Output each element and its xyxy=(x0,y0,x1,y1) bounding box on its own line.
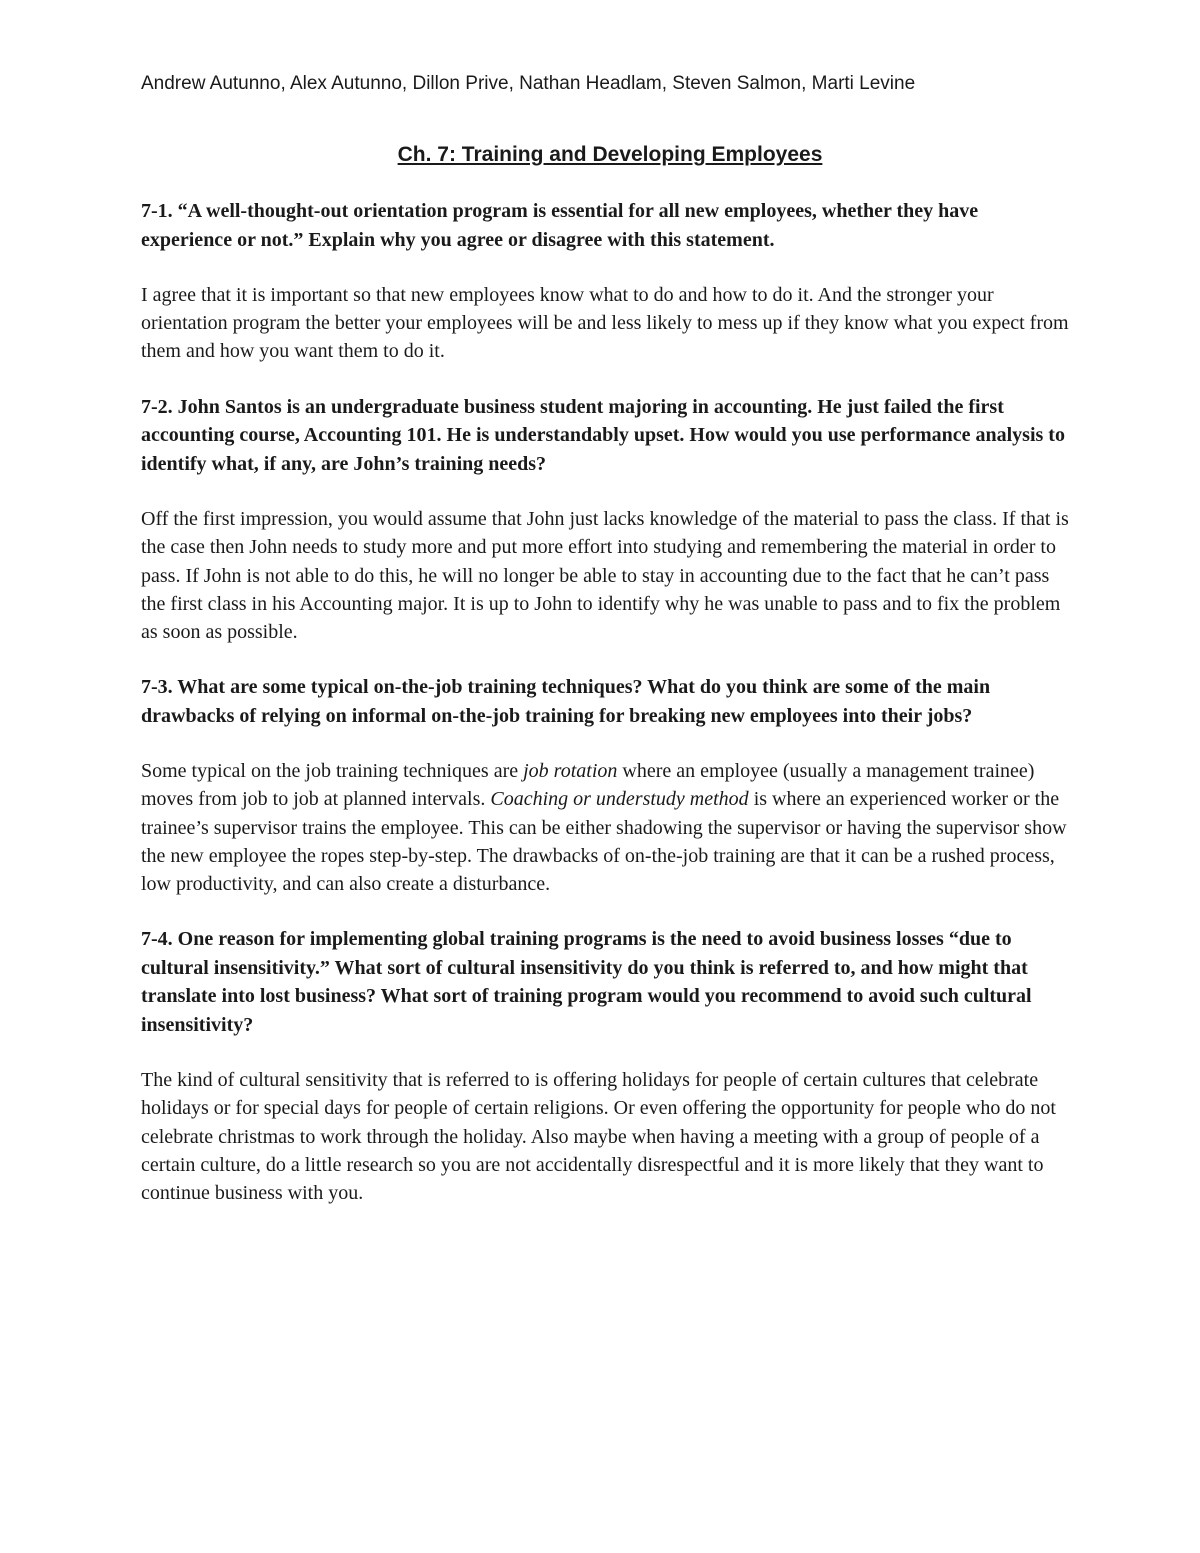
answer-7-3 xyxy=(141,757,1071,898)
answer-7-2: Off the first impression, you would assume that John just lacks knowledge of the material to pass the class. If that is the case then John needs to study more and put more effort into studying and remembering the material in order to pass. If John is not able to do this, he will no longer be able to stay in accounting due to the fact that he can’t pass the first class in his Accounting major. It is up to John to identify why he was unable to pass and to fix the problem as soon as possible. xyxy=(141,508,1069,643)
answer-7-3-text-2: where an employee (usually a management trainee) moves from job to job at planned intervals. xyxy=(141,760,1035,811)
question-7-1: 7-1. “A well-thought-out orientation program is essential for all new employees, whether they have experience or not.” Explain why you agree or disagree with this statement. xyxy=(141,200,979,251)
answer-7-4: The kind of cultural sensitivity that is referred to is offering holidays for people of certain cultures that celebrate holidays or for special days for people of certain religions. Or even offering the opportunity for people who do not celebrate christmas to work through the holiday. Also maybe when having a meeting with a group of people of a certain culture, do a little research so you are not accidentally disrespectful and it is more likely that they want to continue business with you. xyxy=(141,1069,1056,1204)
answer-7-3-text-3: is where an experienced worker or the trainee’s supervisor trains the employee. This can be either shadowing the supervisor or having the supervisor show the new employee the ropes step-by-step. The drawbacks of on-the-job training are that it can be a rushed process, low productivity, and can also create a disturbance. xyxy=(141,788,1067,895)
answer-7-3-term-coaching: Coaching or understudy method xyxy=(490,788,749,811)
answer-7-3-term-job-rotation: job rotation xyxy=(523,760,618,783)
answer-7-1: I agree that it is important so that new employees know what to do and how to do it. And the stronger your orientation program the better your employees will be and less likely to mess up if they know what you expect from them and how you want them to do it. xyxy=(141,284,1069,363)
question-7-2: 7-2. John Santos is an undergraduate business student majoring in accounting. He just failed the first accounting course, Accounting 101. He is understandably upset. How would you use performance analysis to identify what, if any, are John’s training needs? xyxy=(141,395,1065,475)
page-title: Ch. 7: Training and Developing Employees xyxy=(397,143,823,166)
document-page xyxy=(141,70,1071,1207)
author-list: Andrew Autunno, Alex Autunno, Dillon Prive, Nathan Headlam, Steven Salmon, Marti Levine xyxy=(141,73,916,94)
answer-7-3-text-1: Some typical on the job training techniques are xyxy=(141,760,524,783)
question-7-4: 7-4. One reason for implementing global training programs is the need to avoid business losses “due to cultural insensitivity.” What sort of cultural insensitivity do you think is referred to, and how might that translate into lost business? What sort of training program would you recommend to avoid such cultural insensitivity? xyxy=(141,928,1032,1036)
question-7-3: 7-3. What are some typical on-the-job training techniques? What do you think are some of the main drawbacks of relying on informal on-the-job training for breaking new employees into their jobs? xyxy=(141,676,991,727)
